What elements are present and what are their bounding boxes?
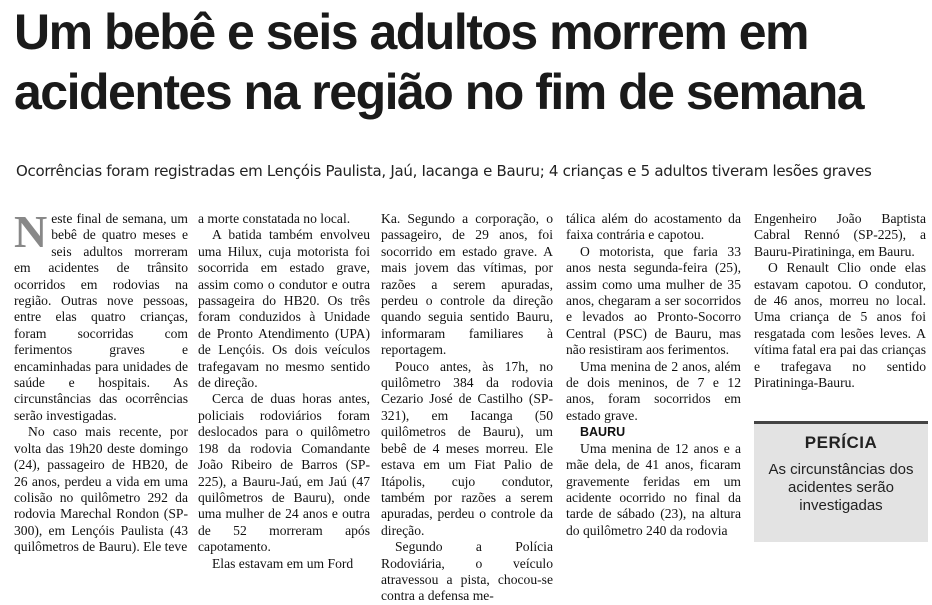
headline: Um bebê e seis adultos morrem em acidentes na região no fim de semana xyxy=(14,4,864,120)
paragraph: A batida também envolveu uma Hilux, cuja motorista foi socorrida em estado grave, assim como o condutor e outra passageira do HB20. Os três foram conduzidos à Unidade de Pronto Atendimento (UPA) de Lençóis. Os dois veículos trafegavam no mesmo sentido de direção. xyxy=(198,227,370,391)
paragraph: Cerca de duas horas antes, policiais rodoviários foram deslocados para o quilômetro 198 da rodovia Comandante João Ribeiro de Barros (SP-225), a Bauru-Jaú, em Jaú (47 quilômetros de Bauru), onde uma mulher de 24 anos e outra de 52 morreram após capotamento. xyxy=(198,391,370,555)
paragraph: a morte constatada no local. xyxy=(198,211,351,226)
paragraph: O Renault Clio onde elas estavam capotou. O condutor, de 46 anos, morreu no local. Uma criança de 5 anos foi resgatada com lesões leves. A vítima fatal era pai das crianças e trafegava no sentido Piratininga-Bauru. xyxy=(754,260,926,391)
paragraph: tálica além do acostamento da faixa contrária e capotou. xyxy=(566,211,741,243)
article-column-4 xyxy=(566,211,741,561)
paragraph: Segundo a Polícia Rodoviária, o veículo atravessou a pista, chocou-se contra a defensa me- xyxy=(381,539,553,604)
paragraph: No caso mais recente, por volta das 19h20 deste domingo (24), passageiro de HB20, de 26 anos, perdeu a vida em uma colisão no quilômetro 292 da rodovia Marechal Rondon (SP-300), em Lençóis Paulista (43 quilômetros de Bauru). Ele teve xyxy=(14,424,188,555)
article-column-1 xyxy=(14,206,188,561)
paragraph: Elas estavam em um Ford xyxy=(212,555,354,571)
sidebar-box-title: PERÍCIA xyxy=(804,433,878,452)
paragraph: este final de semana, um bebê de quatro meses e seis adultos morreram em acidentes de trânsito ocorridos em rodovias na região. Outras nove pessoas, entre elas quatro crianças, foram socorridas com ferimentos graves e encaminhadas para unidades de saúde e hospitais. As circunstâncias das ocorrências serão investigadas. xyxy=(14,211,188,423)
section-label: BAURU xyxy=(580,425,626,440)
article-column-3 xyxy=(381,211,553,604)
paragraph: Uma menina de 12 anos e a mãe dela, de 41 anos, ficaram gravemente feridas em um acidente ocorrido no final da tarde de sábado (23), na altura do quilômetro 240 da rodovia xyxy=(566,440,741,538)
paragraph: Ka. Segundo a corporação, o passageiro, de 29 anos, foi socorrido em estado grave. A mais jovem das vítimas, por razões a serem apuradas, perdeu o controle da direção quando seguia sentido Bauru, informaram familiares à reportagem. xyxy=(381,211,553,358)
paragraph: Engenheiro João Baptista Cabral Rennó (SP-225), a Bauru-Piratininga, em Bauru. xyxy=(754,211,926,259)
sidebar-box xyxy=(754,421,928,542)
paragraph: O motorista, que faria 33 anos nesta segunda-feira (25), assim como uma mulher de 35 anos, chegaram a ser socorridos e levados ao Pronto-Socorro Central (PSC) de Bauru, mas não resistiram aos ferimentos. xyxy=(566,243,741,358)
article-column-2 xyxy=(198,211,370,571)
paragraph: Uma menina de 2 anos, além de dois meninos, de 7 e 12 anos, foram socorridos em estado grave. xyxy=(566,358,741,423)
dropcap: N xyxy=(14,206,48,257)
paragraph: Pouco antes, às 17h, no quilômetro 384 da rodovia Cezario José de Castilho (SP-321), em Iacanga (50 quilômetros de Bauru), um bebê de 4 meses morreu. Ele estava em um Fiat Palio de Itápolis, cujo condutor, também por razões a serem apuradas, perdeu o controle da direção. xyxy=(381,358,553,538)
subheadline: Ocorrências foram registradas em Lençóis Paulista, Jaú, Iacanga e Bauru; 4 crianças e 5 adultos tiveram lesões graves xyxy=(16,162,872,180)
sidebar-box-text: As circunstâncias dos acidentes serão investigadas xyxy=(768,461,914,514)
